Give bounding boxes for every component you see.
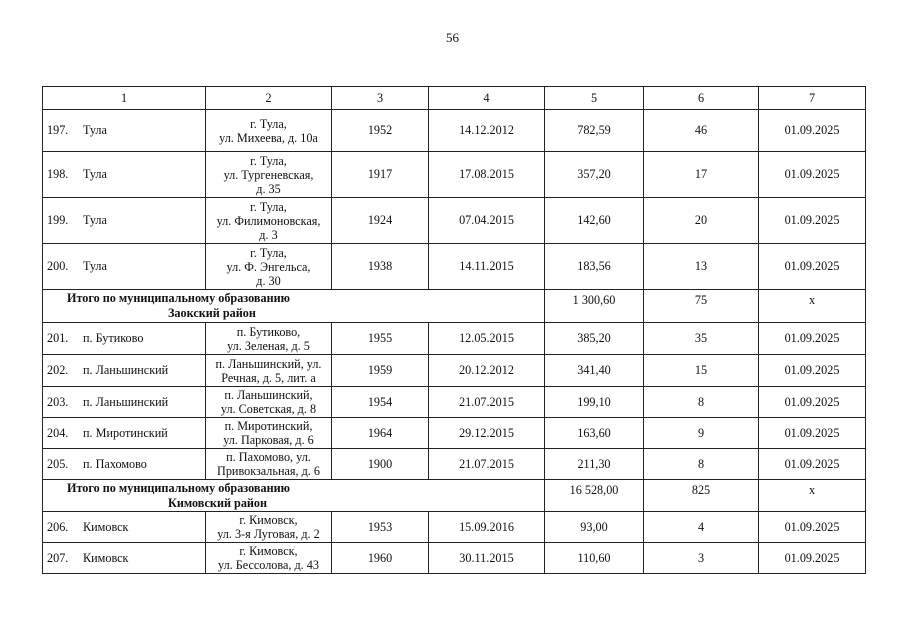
area-cell: 110,60 [545,543,644,574]
address-cell [206,152,332,198]
address-line: д. 3 [259,227,278,242]
year-cell: 1924 [332,198,429,244]
address-cell [206,198,332,244]
deadline-cell: 01.09.2025 [759,152,866,198]
date-cell: 29.12.2015 [429,418,545,449]
locality-cell [43,323,206,355]
locality-cell [43,198,206,244]
subtotal-row [43,480,866,512]
deadline-cell: 01.09.2025 [759,110,866,152]
address-line: п. Ланьшинский, [224,388,313,402]
address-cell [206,110,332,152]
address-cell [206,355,332,387]
subtotal-label-cell [43,480,545,512]
column-header: 7 [759,87,866,110]
deadline-cell: 01.09.2025 [759,355,866,387]
address-cell [206,244,332,290]
address-line: д. 35 [256,181,281,196]
locality-cell [43,512,206,543]
year-cell: 1953 [332,512,429,543]
table-row [43,449,866,480]
address-line: ул. Парковая, д. 6 [223,433,314,447]
locality-name: Тула [83,123,107,137]
locality-name: Тула [83,213,107,227]
table-row [43,244,866,290]
area-cell: 385,20 [545,323,644,355]
address-line: ул. Филимоновская, [216,213,321,228]
address-line: г. Кимовск, [239,513,298,527]
column-header: 5 [545,87,644,110]
area-cell: 183,56 [545,244,644,290]
row-number: 205. [47,456,69,471]
table-row [43,387,866,418]
date-cell: 21.07.2015 [429,449,545,480]
residents-cell: 46 [644,110,759,152]
year-cell: 1964 [332,418,429,449]
address-line: д. 30 [256,273,281,288]
table-row [43,418,866,449]
locality-name: Кимовск [83,519,129,534]
deadline-cell: 01.09.2025 [759,512,866,543]
subtotal-label-line: Итого по муниципальному образованию [67,480,290,495]
area-cell: 163,60 [545,418,644,449]
row-number: 198. [47,167,69,181]
deadline-cell: 01.09.2025 [759,387,866,418]
address-line: г. Тула, [250,245,287,260]
address-cell [206,323,332,355]
date-cell: 12.05.2015 [429,323,545,355]
deadline-cell: 01.09.2025 [759,543,866,574]
date-cell: 20.12.2012 [429,355,545,387]
address-line: Речная, д. 5, лит. а [221,370,316,385]
address-line: п. Бутиково, [236,324,301,339]
subtotal-district-name: Заокский район [168,306,256,320]
page-number: 56 [446,30,459,45]
subtotal-row [43,290,866,323]
area-cell: 782,59 [545,110,644,152]
address-line: г. Кимовск, [239,544,298,558]
address-line: ул. 3-я Луговая, д. 2 [217,527,320,541]
table-row [43,323,866,355]
address-line: Привокзальная, д. 6 [217,464,320,478]
residents-cell: 4 [644,512,759,543]
locality-name: п. Ланьшинский [83,363,169,377]
address-line: п. Миротинский, [224,419,313,433]
address-cell [206,449,332,480]
date-cell: 17.08.2015 [429,152,545,198]
address-line: г. Тула, [250,153,287,168]
area-cell: 357,20 [545,152,644,198]
year-cell: 1900 [332,449,429,480]
address-line: ул. Михеева, д. 10а [219,130,318,145]
table-row [43,543,866,574]
address-line: г. Тула, [250,199,287,214]
locality-cell [43,418,206,449]
area-cell: 199,10 [545,387,644,418]
locality-cell [43,355,206,387]
deadline-cell: 01.09.2025 [759,323,866,355]
locality-name: Кимовск [83,550,129,565]
address-cell [206,543,332,574]
area-cell: 93,00 [545,512,644,543]
housing-register-table [42,86,866,574]
locality-name: п. Пахомово [83,456,147,471]
residents-cell: 15 [644,355,759,387]
residents-cell: 3 [644,543,759,574]
row-number: 203. [47,394,69,409]
year-cell: 1952 [332,110,429,152]
date-cell: 14.11.2015 [429,244,545,290]
area-cell: 341,40 [545,355,644,387]
year-cell: 1917 [332,152,429,198]
year-cell: 1960 [332,543,429,574]
locality-name: п. Ланьшинский [83,394,169,409]
column-header: 4 [429,87,545,110]
row-number: 202. [47,363,69,377]
address-line: ул. Советская, д. 8 [220,402,317,416]
subtotal-residents-cell: 825 [644,480,759,512]
header-row [43,87,866,110]
address-line: ул. Бессолова, д. 43 [218,558,319,572]
locality-cell [43,543,206,574]
locality-name: п. Миротинский [83,425,168,440]
address-cell [206,387,332,418]
address-line: п. Ланьшинский, ул. [215,356,322,371]
deadline-cell: 01.09.2025 [759,198,866,244]
locality-cell [43,152,206,198]
area-cell: 211,30 [545,449,644,480]
locality-cell [43,244,206,290]
residents-cell: 8 [644,387,759,418]
residents-cell: 17 [644,152,759,198]
column-header: 3 [332,87,429,110]
deadline-cell: 01.09.2025 [759,418,866,449]
row-number: 199. [47,213,69,227]
table-row [43,198,866,244]
subtotal-residents-cell: 75 [644,290,759,323]
year-cell: 1955 [332,323,429,355]
year-cell: 1938 [332,244,429,290]
year-cell: 1959 [332,355,429,387]
row-number: 204. [47,425,69,440]
column-header: 6 [644,87,759,110]
year-cell: 1954 [332,387,429,418]
address-line: ул. Тургеневская, [223,167,314,182]
locality-name: Тула [83,259,107,273]
deadline-cell: 01.09.2025 [759,244,866,290]
column-header: 2 [206,87,332,110]
subtotal-label-line: Итого по муниципальному образованию [67,291,290,305]
row-number: 200. [47,259,69,273]
residents-cell: 13 [644,244,759,290]
row-number: 207. [47,550,69,565]
table-row [43,152,866,198]
table-row [43,110,866,152]
residents-cell: 8 [644,449,759,480]
date-cell: 14.12.2012 [429,110,545,152]
date-cell: 07.04.2015 [429,198,545,244]
row-number: 201. [47,331,69,345]
row-number: 206. [47,519,69,534]
locality-name: Тула [83,167,107,181]
residents-cell: 9 [644,418,759,449]
address-line: ул. Ф. Энгельса, [226,259,311,274]
subtotal-district-name: Кимовский район [168,495,268,510]
address-line: ул. Зеленая, д. 5 [227,338,310,353]
subtotal-area-cell: 16 528,00 [545,480,644,512]
address-line: г. Тула, [250,116,287,131]
table-row [43,355,866,387]
residents-cell: 20 [644,198,759,244]
residents-cell: 35 [644,323,759,355]
deadline-cell: 01.09.2025 [759,449,866,480]
locality-name: п. Бутиково [83,331,144,345]
column-header: 1 [43,87,206,110]
locality-cell [43,110,206,152]
subtotal-deadline-cell: x [759,480,866,512]
locality-cell [43,387,206,418]
address-cell [206,512,332,543]
subtotal-label-cell [43,290,545,323]
subtotal-area-cell: 1 300,60 [545,290,644,323]
table-row [43,512,866,543]
area-cell: 142,60 [545,198,644,244]
address-line: п. Пахомово, ул. [226,450,311,464]
date-cell: 15.09.2016 [429,512,545,543]
date-cell: 30.11.2015 [429,543,545,574]
locality-cell [43,449,206,480]
table-body [43,110,866,574]
address-cell [206,418,332,449]
date-cell: 21.07.2015 [429,387,545,418]
subtotal-deadline-cell: x [759,290,866,323]
row-number: 197. [47,123,69,137]
